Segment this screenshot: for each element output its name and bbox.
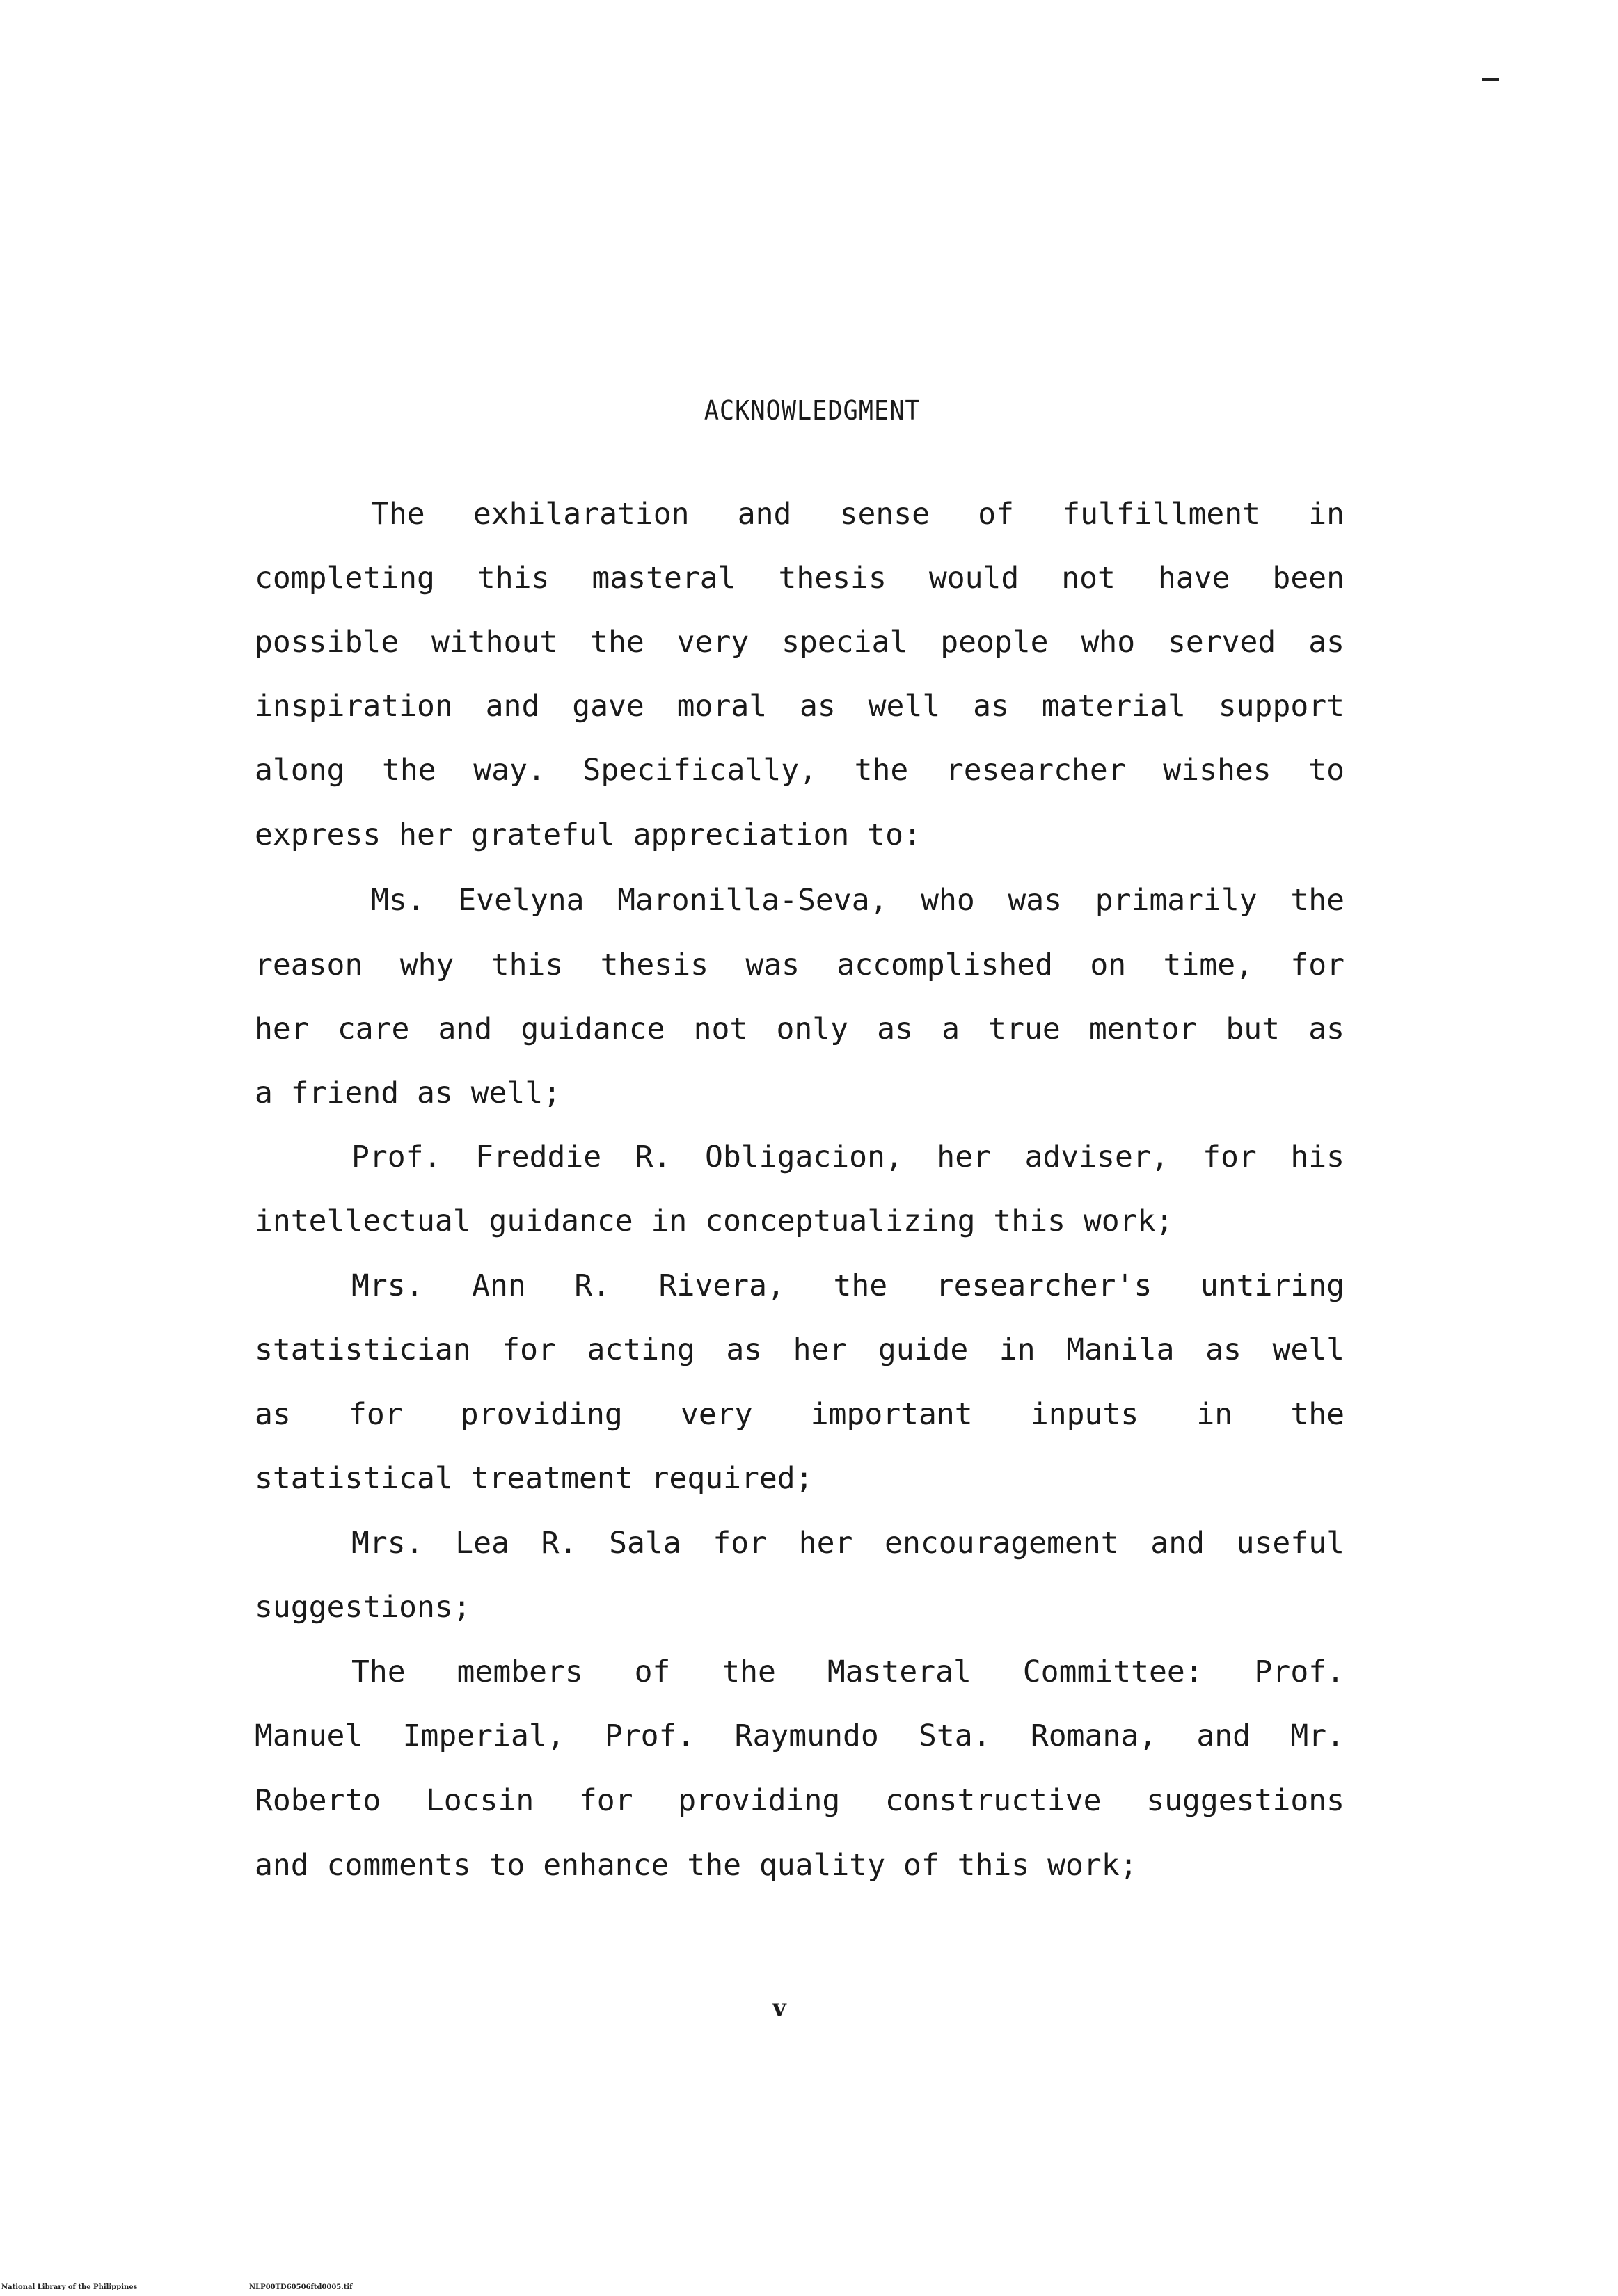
- body-line: Mrs. Ann R. Rivera, the researcher's untiring: [351, 1268, 1345, 1303]
- body-line: reason why this thesis was accomplished on time, for: [255, 948, 1345, 982]
- body-line: The members of the Masteral Committee: Prof.: [351, 1655, 1345, 1689]
- body-line: Prof. Freddie R. Obligacion, her adviser, for his: [351, 1140, 1345, 1174]
- body-line: possible without the very special people who served as: [255, 625, 1345, 660]
- scan-edge-mark: [1482, 78, 1499, 81]
- page-heading: ACKNOWLEDGMENT: [704, 395, 921, 426]
- body-line: express her grateful appreciation to:: [255, 818, 921, 852]
- body-line: statistical treatment required;: [255, 1461, 814, 1496]
- body-line: The exhilaration and sense of fulfillment in: [371, 497, 1345, 532]
- body-line: as for providing very important inputs in the: [255, 1397, 1345, 1432]
- body-line: her care and guidance not only as a true mentor but as: [255, 1012, 1345, 1046]
- body-line: statistician for acting as her guide in Manila as well: [255, 1332, 1345, 1367]
- body-line: along the way. Specifically, the researcher wishes to: [255, 753, 1345, 788]
- footer-filename: NLP00TD60506ftd0005.tif: [249, 2283, 353, 2291]
- body-line: intellectual guidance in conceptualizing this work;: [255, 1204, 1174, 1238]
- page-number: v: [772, 1994, 786, 2022]
- body-line: completing this masteral thesis would not have been: [255, 561, 1345, 596]
- body-line: Manuel Imperial, Prof. Raymundo Sta. Romana, and Mr.: [255, 1719, 1345, 1753]
- body-line: Mrs. Lea R. Sala for her encouragement and useful: [351, 1526, 1345, 1561]
- body-line: Ms. Evelyna Maronilla-Seva, who was primarily the: [371, 883, 1345, 918]
- footer-library-name: National Library of the Philippines: [1, 2283, 138, 2291]
- body-line: Roberto Locsin for providing constructive suggestions: [255, 1783, 1345, 1818]
- body-line: a friend as well;: [255, 1076, 562, 1110]
- body-line: suggestions;: [255, 1590, 471, 1625]
- body-line: inspiration and gave moral as well as material support: [255, 689, 1345, 724]
- body-line: and comments to enhance the quality of this work;: [255, 1848, 1138, 1883]
